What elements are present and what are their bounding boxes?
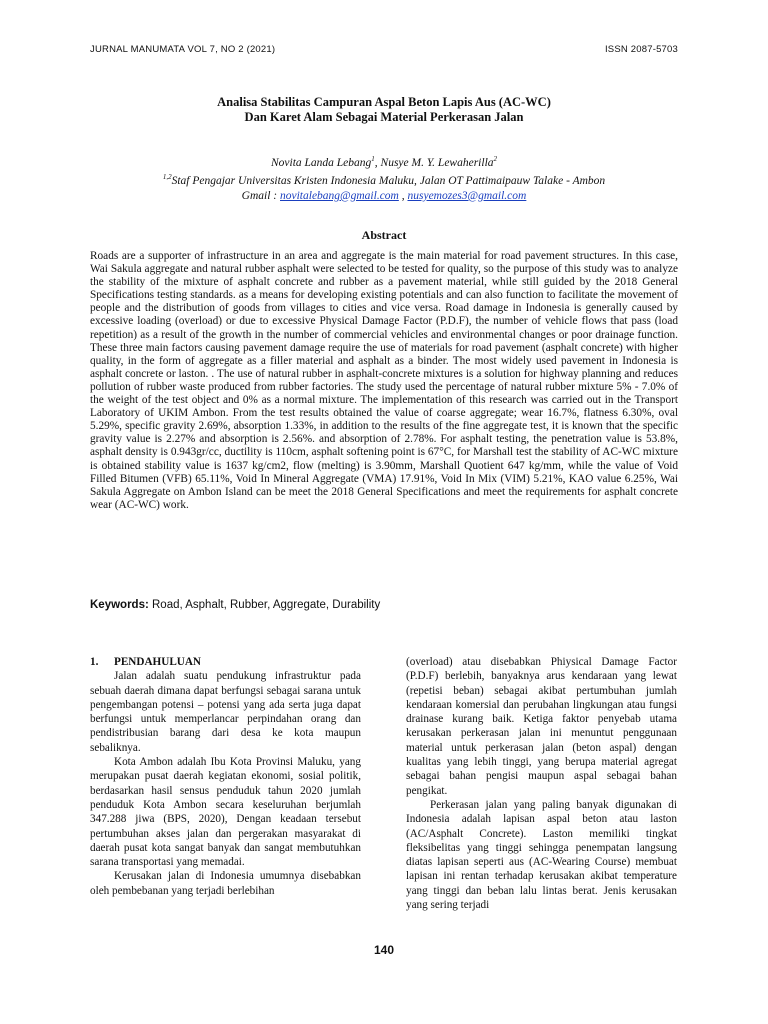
email-separator: , (398, 189, 408, 202)
keywords-text: Road, Asphalt, Rubber, Aggregate, Durability (148, 599, 381, 611)
body-paragraph: Kota Ambon adalah Ibu Kota Provinsi Maluku, yang merupakan pusat daerah kegiatan ekonomi, sosial politik, berdasarkan hasil sensus penduduk tahun 2020 jumlah penduduk Kota Ambon secara keseluruhan berjumlah 347.288 jiwa (BPS, 2020), Dengan keadaan tersebut pertumbuhan akses jalan dan pergerakan masyarakat di daerah pusat kota sangat banyak dan sangat membutuhkan sarana transportasi yang memadai. (90, 756, 361, 869)
email-link-1[interactable]: novitalebang@gmail.com (280, 189, 399, 202)
author-2-sup: 2 (493, 155, 498, 163)
section-heading (90, 655, 361, 669)
author-1-name: Novita Landa Lebang (270, 156, 372, 169)
affiliation (90, 170, 678, 188)
abstract-heading: Abstract (361, 228, 407, 242)
body-paragraph: Kerusakan jalan di Indonesia umumnya disebabkan oleh pembebanan yang terjadi berlebihan (90, 870, 361, 897)
author-2-name: Nusye M. Y. Lewaherilla (380, 156, 494, 169)
author-1-sup: 1 (371, 155, 375, 163)
paper-title-line-1: Analisa Stabilitas Campuran Aspal Beton Lapis Aus (AC-WC) (217, 95, 551, 109)
right-column (406, 655, 677, 912)
author-separator: , (374, 156, 381, 169)
paper-title-line-2: Dan Karet Alam Sebagai Material Perkerasan Jalan (244, 110, 524, 124)
body-paragraph: (overload) atau disebabkan Phiysical Damage Factor (P.D.F) berlebih, banyaknya arus kendaraan yang lewat (repetisi beban) sebagai akibat pertumbuhan jumlah kendaraan komersial dan perubahan lingkungan atau fungsi drainase kurang baik. Ketiga faktor penyebab utama kerusakan perkerasan jalan ini menuntut penggunaan material untuk perkerasan jalan (beton aspal) dengan kualitas yang lebih tinggi, yang berupa material agregat sebagai bahan pengisi maupun aspal sebagai bahan pengikat. (406, 656, 677, 797)
section-title: PENDAHULUAN (114, 656, 202, 668)
abstract-text: Roads are a supporter of infrastructure in an area and aggregate is the main material for road pavement structures. In this case, Wai Sakula aggregate and natural rubber asphalt were selected to be tested for quality, so the purpose of this study was to analyze the stability of the mixture of asphalt concrete and rubber as a pavement material, while still guided by the 2018 General Specifications testing standards. as a means for developing existing potentials and can also function to facilitate the movement of people and the distribution of goods from villages to cities and vice versa. Road damage in Indonesia is generally caused by excessive loading (overload) or due to excessive Physical Damage Factor (P.D.F), the number of vehicle flows that pass (load repetition) as a result of the growth in the number of commercial vehicles and environmental changes or poor drainage function. These three main factors causing pavement damage require the use of materials for road pavement (asphalt concrete) with higher quality, in the form of aggregate as a filler material and asphalt as a binder. The most widely used pavement in Indonesia is asphalt concrete or laston. . The use of natural rubber in asphalt-concrete mixtures is a solution for highway planning and reduces pollution of rubber waste produced from rubber factories. The study used the percentage of natural rubber mixture 5% - 7.0% of the weight of the test object and 0% as a normal mixture. The implementation of this research was carried out in the Transport Laboratory of UKIM Ambon. From the test results obtained the value of coarse aggregate; wear 16.7%, flatness 6.30%, oval 5.29%, specific gravity 2.69%, absorption 1.33%, in addition to the results of the fine aggregate test, it is known that the specific gravity value is 2.27% and absorption is 2.56%. and absorption of 2.78%. For asphalt testing, the penetration value is 53.8%, asphalt density is 0.943gr/cc, ductility is 110cm, asphalt softening point is 67°C, for Marshall test the stability of AC-WC mixture is obtained stability value is 1637 kg/cm2, flow (melting) is 3.90mm, Marshall Quotient 647 kg/mm, while the value of Void Filled Bitumen (VFB) 65.11%, Void In Mineral Aggregate (VMA) 17.91%, Void In Mix (VIM) 5.21%, KAO value 6.25%, Wai Sakula Aggregate on Ambon Island can be meet the 2018 General Specifications and meet the requirements for asphalt concrete wear (AC-WC) work. (90, 250, 678, 511)
keywords (90, 599, 678, 611)
left-column (90, 655, 361, 898)
body-paragraph: Jalan adalah suatu pendukung infrastruktur pada sebuah daerah dimana dapat berfungsi sebagai sarana untuk pengembangan potensi – potensi yang ada serta juga dapat berfungsi untuk memperlancar perpindahan orang dan pendistribusian barang dari desa ke kota maupun sebaliknya. (90, 670, 361, 754)
gmail-label: Gmail : (241, 189, 280, 202)
affiliation-sup: 1,2 (162, 173, 172, 182)
author-names (90, 152, 678, 170)
email-line (90, 189, 678, 204)
author-block (90, 152, 678, 203)
section-number: 1. (90, 656, 99, 668)
paper-title (90, 95, 678, 125)
email-link-2[interactable]: nusyemozes3@gmail.com (407, 189, 527, 202)
body-paragraph: Perkerasan jalan yang paling banyak digunakan di Indonesia adalah lapisan aspal beton atau laston (AC/Asphalt Concrete). Laston memiliki tingkat fleksibelitas yang tinggi sehingga penempatan langsung diatas lapisan seperti aus (AC-Wearing Course) membuat lapisan ini rentan terhadap kerusakan akibat temperature yang tinggi dan beban lalu lintas berat. Jenis kerusakan yang sering terjadi (406, 798, 677, 912)
affiliation-text: Staf Pengajar Universitas Kristen Indonesia Maluku, Jalan OT Pattimaipauw Talake - Ambon (171, 175, 606, 188)
keywords-label: Keywords: (90, 599, 149, 611)
journal-name: JURNAL MANUMATA VOL 7, NO 2 (2021) (90, 44, 276, 55)
issn: ISSN 2087-5703 (604, 44, 678, 55)
page-number: 140 (373, 943, 395, 957)
